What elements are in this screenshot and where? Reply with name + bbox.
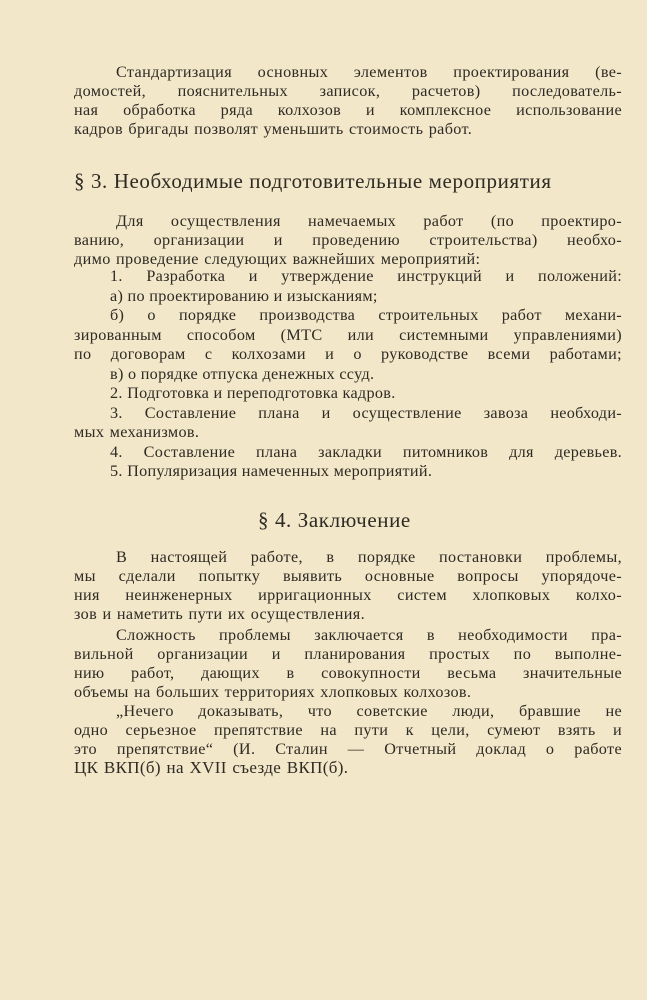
text-line: ния неинженерных ирригационных систем хлопковых колхо- bbox=[74, 585, 622, 604]
text-line: димо проведение следующих важнейших мероприятий: bbox=[74, 249, 481, 268]
list-item: а) по проектированию и изысканиям; bbox=[110, 286, 378, 305]
list-item: б) о порядке производства строительных работ механи- bbox=[110, 306, 622, 324]
text-line: ванию, организации и проведению строительства) необхо- bbox=[74, 230, 622, 249]
intro-paragraph bbox=[74, 63, 622, 139]
list-item-continuation: мых механизмов. bbox=[74, 423, 200, 441]
section-4-quote bbox=[74, 702, 622, 778]
text-line: Стандартизация основных элементов проектирования (ве- bbox=[116, 63, 622, 81]
list-item: 4. Составление плана закладки питомников для деревьев. bbox=[110, 442, 622, 461]
list-item-continuation: по договорам с колхозами и о руководстве всеми работами; bbox=[74, 345, 622, 363]
list-item: 3. Составление плана и осуществление завоза необходи- bbox=[110, 403, 622, 422]
text-line: вильной организации и планирования простых по выполне- bbox=[74, 644, 622, 663]
list-item: 1. Разработка и утверждение инструкций и положений: bbox=[110, 267, 622, 285]
list-item: 2. Подготовка и переподготовка кадров. bbox=[110, 384, 396, 402]
text-line: ЦК ВКП(б) на XVII съезде ВКП(б). bbox=[74, 757, 349, 777]
text-line: нию работ, дающих в совокупности весьма значительные bbox=[74, 663, 622, 682]
text-line: домостей, пояснительных записок, расчетов) последователь- bbox=[74, 81, 622, 100]
text-line: Сложность проблемы заключается в необходимости пра- bbox=[116, 626, 622, 644]
text-line: зов и наметить пути их осуществления. bbox=[74, 604, 365, 623]
section-3-lead bbox=[74, 212, 622, 269]
text-line: это препятствие“ (И. Сталин — Отчетный доклад о работе bbox=[74, 739, 622, 758]
section-4-paragraph-2 bbox=[74, 626, 622, 702]
text-line: Для осуществления намечаемых работ (по проектиро- bbox=[116, 212, 622, 230]
text-line: одно серьезное препятствие на пути к цели, сумеют взять и bbox=[74, 720, 622, 739]
section-3-heading: § 3. Необходимые подготовительные мероприятия bbox=[74, 169, 552, 193]
list-item: 5. Популяризация намеченных мероприятий. bbox=[110, 462, 433, 480]
section-4-paragraph-1 bbox=[74, 548, 622, 624]
text-line: ная обработка ряда колхозов и комплексное использование bbox=[74, 100, 622, 119]
list-item-continuation: зированным способом (МТС или системными управлениями) bbox=[74, 325, 622, 344]
text-line: „Нечего доказывать, что советские люди, бравшие не bbox=[116, 702, 622, 720]
list-item: в) о порядке отпуска денежных ссуд. bbox=[110, 364, 375, 383]
section-4-heading: § 4. Заключение bbox=[258, 508, 411, 532]
text-line: В настоящей работе, в порядке постановки проблемы, bbox=[116, 548, 622, 566]
text-line: кадров бригады позволят уменьшить стоимость работ. bbox=[74, 119, 473, 138]
text-line: объемы на больших территориях хлопковых колхозов. bbox=[74, 682, 472, 701]
section-3-list bbox=[74, 267, 622, 482]
text-line: мы сделали попытку выявить основные вопросы упорядоче- bbox=[74, 566, 622, 585]
